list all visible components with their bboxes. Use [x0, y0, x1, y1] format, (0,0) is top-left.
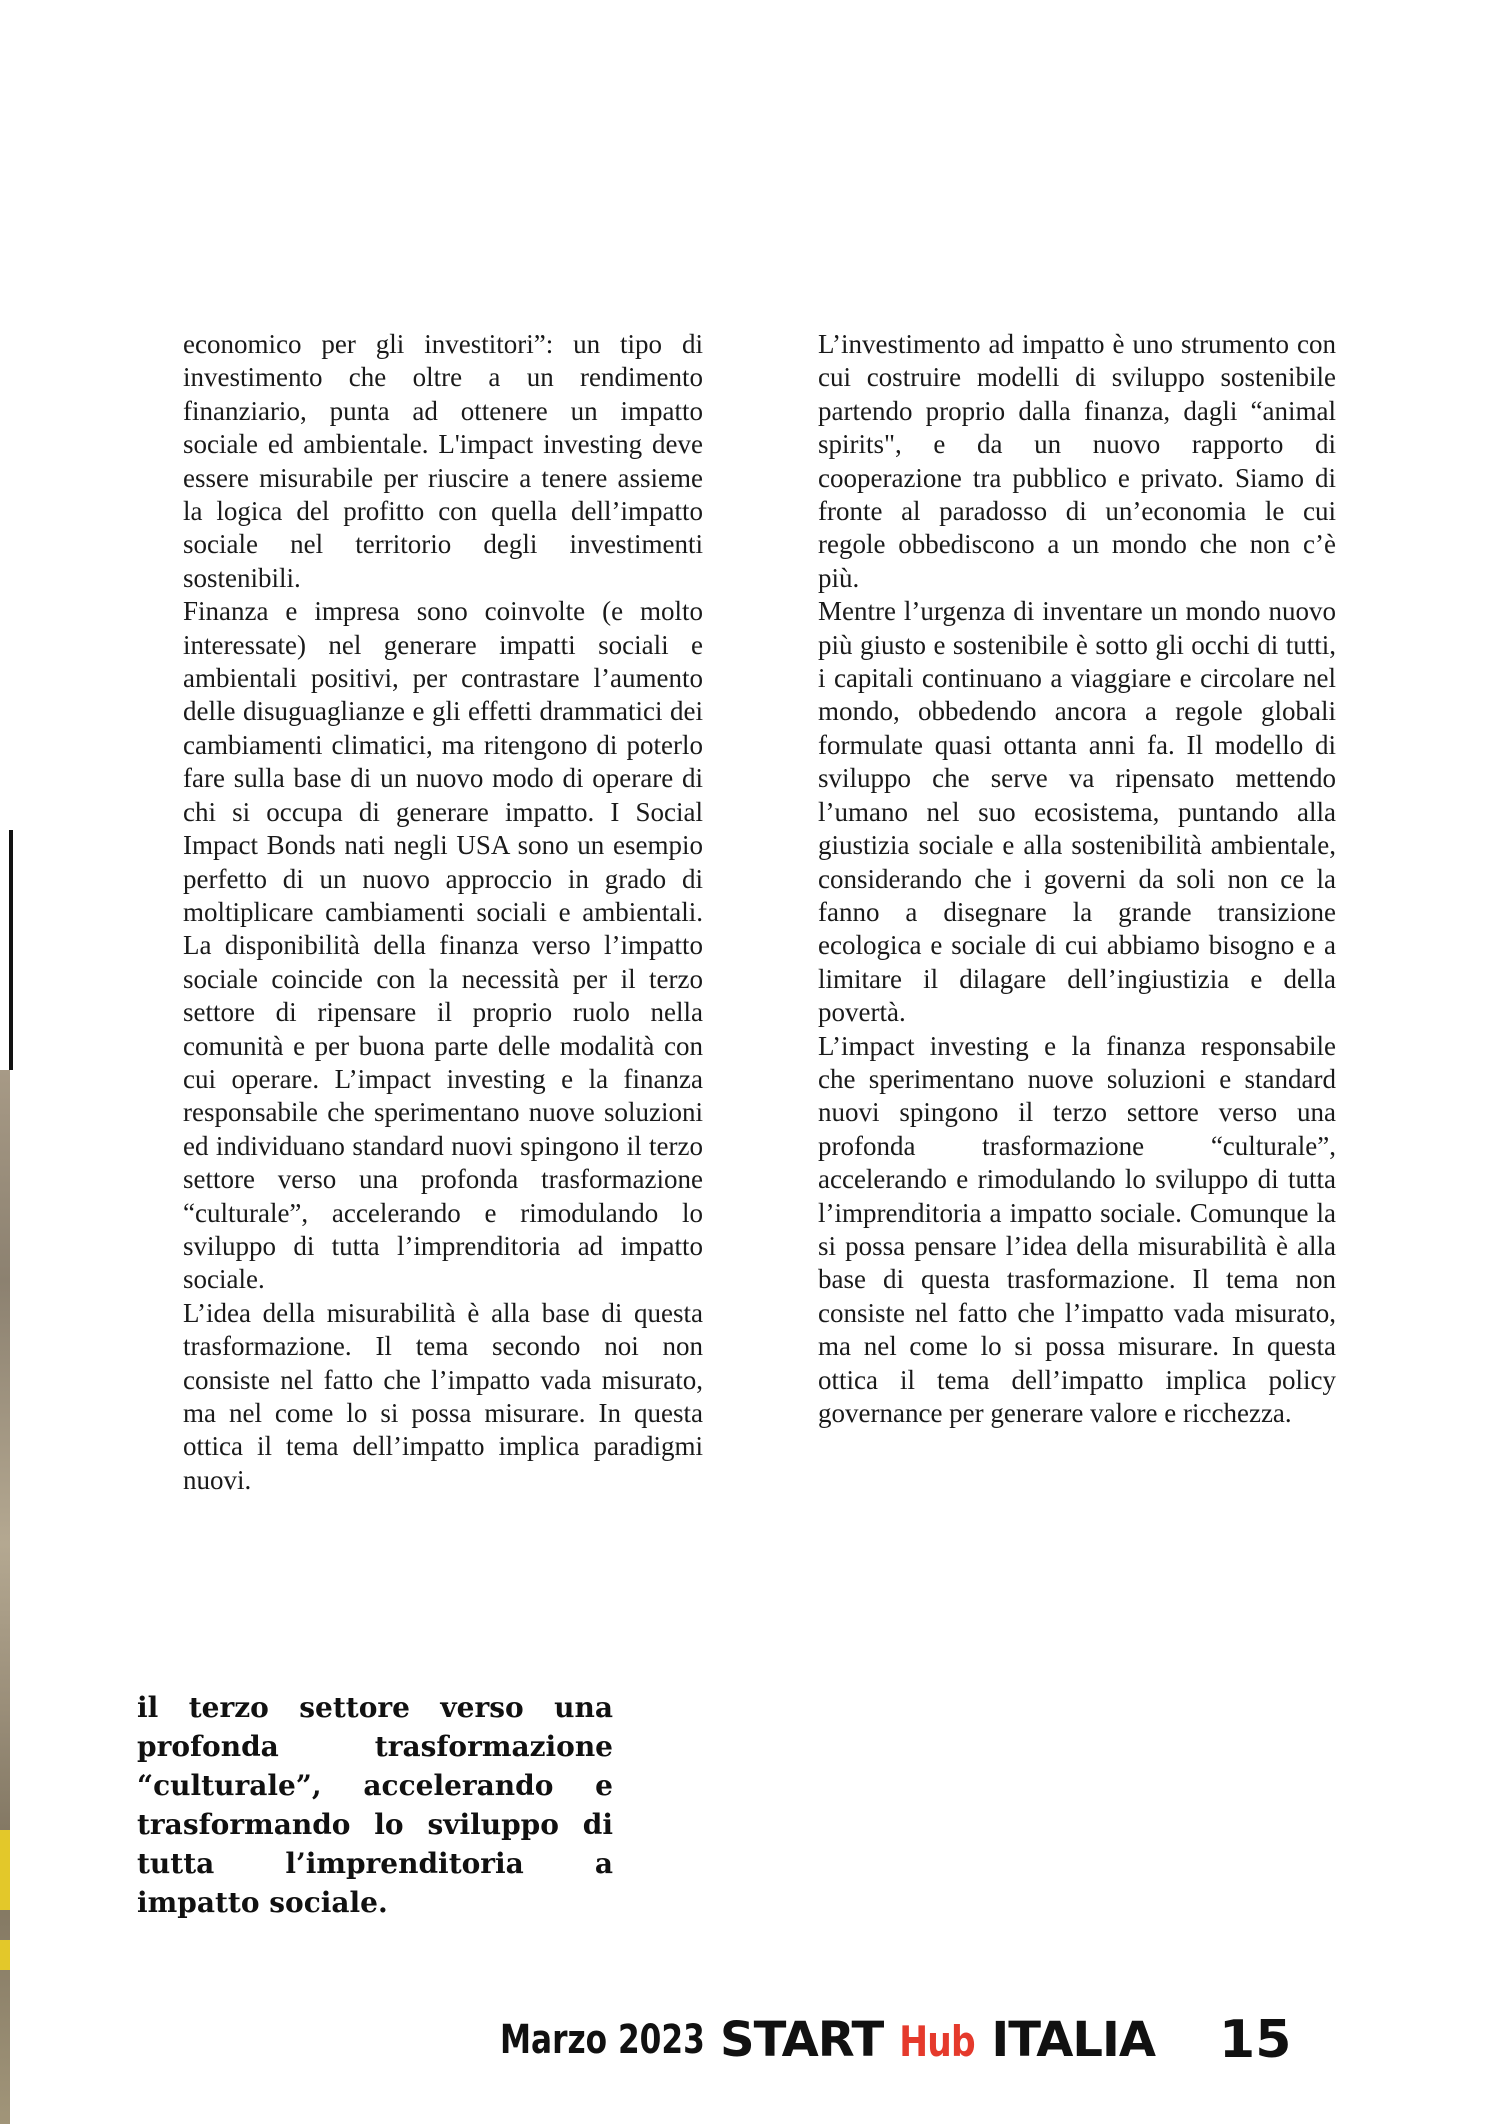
issue-date: Marzo 2023	[500, 2017, 705, 2063]
body-paragraph: L’impact investing e la finanza responsabile che sperimentano nuove soluzioni e standard nuovi spingono il terzo settore verso una profonda trasformazione “culturale”, accelerando e rimodulando lo sviluppo di tutta l’imprenditoria a impatto sociale. Comunque la si possa pensare l’idea della misurabilità è alla base di questa trasformazione. Il tema non consiste nel fatto che l’impatto vada misurato, ma nel come lo si possa misurare. In questa ottica il tema dell’impatto implica policy governance per generare valore e ricchezza.	[818, 1030, 1336, 1428]
body-paragraph: L’idea della misurabilità è alla base di questa trasformazione. Il tema secondo noi non consiste nel fatto che l’impatto vada misurato, ma nel come lo si possa misurare. In questa ottica il tema dell’impatto implica paradigmi nuovi.	[183, 1297, 703, 1495]
left-text-column	[183, 328, 703, 1497]
photo-flower-detail	[0, 1830, 10, 1910]
photo-flower-detail	[0, 1940, 10, 1970]
page-footer	[500, 2010, 1291, 2070]
logo-start: START	[720, 2012, 884, 2068]
magazine-logo	[720, 2012, 1155, 2068]
photo-edge-line	[9, 830, 13, 1070]
right-text-column	[818, 328, 1336, 1430]
body-paragraph: Mentre l’urgenza di inventare un mondo nuovo più giusto e sostenibile è sotto gli occhi di tutti, i capitali continuano a viaggiare e circolare nel mondo, obbedendo ancora a regole globali formulate quasi ottanta anni fa. Il modello di sviluppo che serve va ripensato mettendo l’umano nel suo ecosistema, puntando alla giustizia sociale e alla sostenibilità ambientale, considerando che i governi da soli non ce la fanno a disegnare la grande transizione ecologica e sociale di cui abbiamo bisogno e a limitare il dilagare dell’ingiustizia e della povertà.	[818, 596, 1336, 1028]
logo-italia: ITALIA	[991, 2012, 1156, 2068]
body-paragraph: economico per gli investitori”: un tipo di investimento che oltre a un rendimento finanziario, punta ad ottenere un impatto sociale ed ambientale. L'impact investing deve essere misurabile per riuscire a tenere assieme la logica del profitto con quella dell’impatto sociale nel territorio degli investimenti sostenibili.	[183, 329, 703, 593]
logo-hub: Hub	[899, 2017, 976, 2066]
pull-quote: il terzo settore verso una profonda trasformazione “culturale”, accelerando e trasformando lo sviluppo di tutta l’imprenditoria a impatto sociale.	[137, 1691, 613, 1919]
body-paragraph: L’investimento ad impatto è uno strumento con cui costruire modelli di sviluppo sostenibile partendo proprio dalla finanza, dagli “animal spirits", e da un nuovo rapporto di cooperazione tra pubblico e privato. Siamo di fronte al paradosso di un’economia le cui regole obbediscono a un mondo che non c’è più.	[818, 329, 1336, 593]
page-number: 15	[1219, 2010, 1292, 2070]
photo-edge-strip	[0, 1070, 10, 2124]
body-paragraph: Finanza e impresa sono coinvolte (e molto interessate) nel generare impatti sociali e ambientali positivi, per contrastare l’aumento delle disuguaglianze e gli effetti drammatici dei cambiamenti climatici, ma ritengono di poterlo fare sulla base di un nuovo modo di operare di chi si occupa di generare impatto. I Social Impact Bonds nati negli USA sono un esempio perfetto di un nuovo approccio in grado di moltiplicare cambiamenti sociali e ambientali. La disponibilità della finanza verso l’impatto sociale coincide con la necessità per il terzo settore di ripensare il proprio ruolo nella comunità e per buona parte delle modalità con cui operare. L’impact investing e la finanza responsabile che sperimentano nuove soluzioni ed individuano standard nuovi spingono il terzo settore verso una profonda trasformazione “culturale”, accelerando e rimodulando lo sviluppo di tutta l’imprenditoria ad impatto sociale.	[183, 596, 703, 1295]
